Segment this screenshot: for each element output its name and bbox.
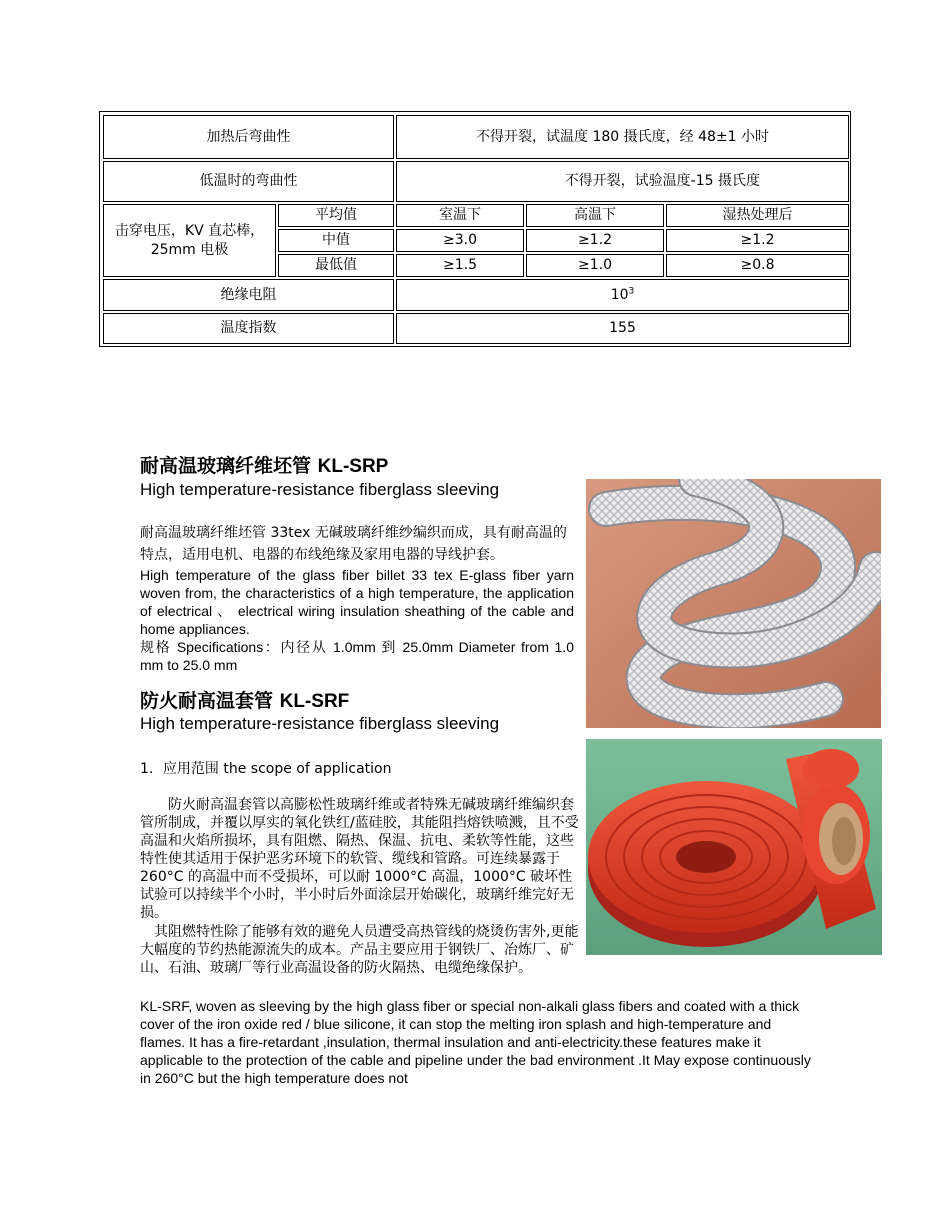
- srp-title: 耐高温玻璃纤维坯管 KL-SRP: [140, 455, 389, 477]
- srp-desc-en: High temperature of the glass fiber billet 33 tex E-glass fiber yarn woven from, the characteristics of a high temperature, the application of electrical 、 electrical wiring insulation sheathing of the cable and home appliances.: [140, 567, 574, 637]
- srf-subtitle: High temperature-resistance fiberglass sleeving: [140, 714, 500, 733]
- table-cell: ≥3.0: [396, 229, 524, 252]
- table-cell: 中值: [278, 229, 394, 252]
- table-cell: ≥1.2: [526, 229, 664, 252]
- srp-subtitle: High temperature-resistance fiberglass sleeving: [140, 480, 500, 499]
- srf-desc-cn-1: 防火耐高温套管以高膨松性玻璃纤维或者特殊无碱玻璃纤维编织套管所制成，并覆以厚实的氧化铁红/蓝硅胶，其能阻挡熔铁喷溅，且不受高温和火焰所损坏，具有阻燃、隔热、保温、抗电、柔软等性能，这些特性使其适用于保护恶劣环境下的软管、缆线和管路。可连续暴露于 260°C 的高温中而不受损坏，可以耐 1000°C 高温，1000°C 破坏性试验可以持续半个小时，半小时后外面涂层开始碳化，玻璃纤维完好无损。: [140, 797, 579, 921]
- red-sleeving-image: [586, 739, 882, 955]
- red-sleeving-photo: [586, 739, 882, 955]
- table-row-label: 绝缘电阻: [103, 279, 394, 311]
- srp-spec: 规格 Specifications：内径从 1.0mm 到 25.0mm Diameter from 1.0 mm to 25.0 mm: [140, 639, 574, 673]
- srf-desc-cn-2a: 其阻燃特性除了能够有效的避免人员遭受高热管线的烧烫伤害外,更能大幅度的节约热能源流失的成本。产品主要应用于钢铁厂、冶炼厂、矿山、石油、玻璃厂等行业高温设备的防火隔热、电缆绝缘保护。: [140, 924, 579, 976]
- white-sleeving-photo: [586, 479, 881, 728]
- table-cell: ≥1.2: [666, 229, 849, 252]
- srf-desc-en: KL-SRF, woven as sleeving by the high glass fiber or special non-alkali glass fibers and coated with a thick cover of the iron oxide red / blue silicone, it can stop the melting iron splash and high-temperature and flames. It has a fire-retardant ,insulation, thermal insulation and anti-electricity.these features make it applicable to the protection of the cable and pipeline under the bad environment .It May expose continuously in 260°C but the high temperature does not: [140, 998, 811, 1086]
- srf-scope: 1．应用范围 the scope of application: [140, 761, 392, 777]
- spec-table: [99, 111, 851, 347]
- table-cell: ≥1.5: [396, 254, 524, 277]
- insulation-exponent: 3: [628, 285, 635, 296]
- breakdown-label: 击穿电压，KV 直芯棒，25mm 电极: [103, 204, 276, 277]
- white-sleeving-image: [586, 479, 881, 728]
- table-header: 室温下: [396, 204, 524, 227]
- srp-desc-cn: 耐高温玻璃纤维坯管 33tex 无碱玻璃纤维纱编织而成，具有耐高温的特点，适用电机、电器的布线绝缘及家用电器的导线护套。: [140, 525, 567, 563]
- table-row-value: [396, 279, 849, 311]
- srp-description: [140, 522, 574, 674]
- table-cell: ≥0.8: [666, 254, 849, 277]
- table-cell: 最低值: [278, 254, 394, 277]
- insulation-base: 10: [610, 286, 629, 303]
- table-header: 湿热处理后: [666, 204, 849, 227]
- table-row-label: 低温时的弯曲性: [103, 161, 394, 202]
- table-cell: ≥1.0: [526, 254, 664, 277]
- table-row-label: 加热后弯曲性: [103, 115, 394, 159]
- srf-description-cn: [140, 796, 586, 922]
- table-row-value: 155: [396, 313, 849, 344]
- table-row-label: 温度指数: [103, 313, 394, 344]
- table-header: 高温下: [526, 204, 664, 227]
- table-header: 平均值: [278, 204, 394, 227]
- table-row-value: 不得开裂，试验温度-15 摄氏度: [396, 161, 849, 202]
- srf-description-en: [140, 997, 812, 1087]
- srf-title: 防火耐高温套管 KL-SRF: [140, 690, 350, 712]
- table-row-value: 不得开裂，试温度 180 摄氏度，经 48±1 小时: [396, 115, 849, 159]
